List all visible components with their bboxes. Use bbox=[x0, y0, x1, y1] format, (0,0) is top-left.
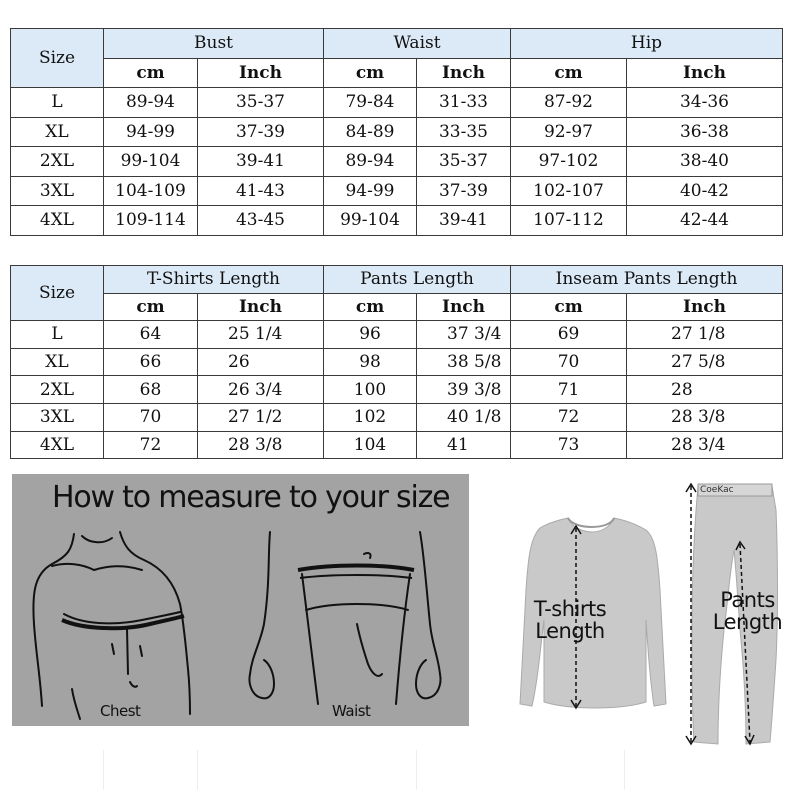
tshirt-inch-cell: 27 1/2 bbox=[198, 403, 324, 431]
pants-inch-cell: 38 5/8 bbox=[417, 348, 511, 376]
unit-cm: cm bbox=[511, 293, 627, 321]
waist-inch-cell: 35-37 bbox=[417, 147, 511, 177]
measure-guide-title: How to measure to your size bbox=[52, 480, 450, 515]
unit-inch: Inch bbox=[198, 58, 324, 88]
bust-cm-cell: 109-114 bbox=[104, 206, 198, 236]
divider bbox=[197, 750, 198, 790]
size-cell: XL bbox=[11, 117, 104, 147]
waist-cm-cell: 89-94 bbox=[324, 147, 417, 177]
pants-cm-cell: 96 bbox=[324, 321, 417, 349]
size-cell: 2XL bbox=[11, 147, 104, 177]
tshirt-inch-cell: 26 bbox=[198, 348, 324, 376]
table-row bbox=[11, 348, 783, 376]
bust-cm-cell: 99-104 bbox=[104, 147, 198, 177]
hip-header: Hip bbox=[511, 29, 783, 59]
size-cell: 4XL bbox=[11, 431, 104, 459]
bust-inch-cell: 35-37 bbox=[198, 88, 324, 118]
waist-inch-cell: 31-33 bbox=[417, 88, 511, 118]
waist-measure-line bbox=[298, 566, 414, 571]
hip-inch-cell: 36-38 bbox=[627, 117, 783, 147]
size-cell: 3XL bbox=[11, 403, 104, 431]
hip-cm-cell: 107-112 bbox=[511, 206, 627, 236]
inseam-inch-cell: 27 1/8 bbox=[627, 321, 783, 349]
bust-inch-cell: 43-45 bbox=[198, 206, 324, 236]
tshirt-length-label bbox=[520, 598, 620, 642]
bust-cm-cell: 89-94 bbox=[104, 88, 198, 118]
inseam-cm-cell: 72 bbox=[511, 403, 627, 431]
table-row bbox=[11, 376, 783, 404]
table-row bbox=[11, 88, 783, 118]
unit-inch: Inch bbox=[627, 293, 783, 321]
hip-inch-cell: 42-44 bbox=[627, 206, 783, 236]
unit-cm: cm bbox=[324, 58, 417, 88]
bust-cm-cell: 104-109 bbox=[104, 176, 198, 206]
bust-header: Bust bbox=[104, 29, 324, 59]
inseam-inch-cell: 28 bbox=[627, 376, 783, 404]
divider bbox=[103, 750, 104, 790]
waist-inch-cell: 39-41 bbox=[417, 206, 511, 236]
waist-cm-cell: 84-89 bbox=[324, 117, 417, 147]
unit-inch: Inch bbox=[198, 293, 324, 321]
inseam-cm-cell: 70 bbox=[511, 348, 627, 376]
table-row bbox=[11, 147, 783, 177]
unit-inch: Inch bbox=[627, 58, 783, 88]
pants-inch-cell: 40 1/8 bbox=[417, 403, 511, 431]
size-column-header: Size bbox=[11, 266, 104, 321]
waist-inch-cell: 33-35 bbox=[417, 117, 511, 147]
hip-cm-cell: 92-97 bbox=[511, 117, 627, 147]
tshirt-cm-cell: 70 bbox=[104, 403, 198, 431]
bust-inch-cell: 37-39 bbox=[198, 117, 324, 147]
inseam-inch-cell: 28 3/8 bbox=[627, 403, 783, 431]
unit-cm: cm bbox=[104, 293, 198, 321]
tshirt-cm-cell: 66 bbox=[104, 348, 198, 376]
inseam-inch-cell: 28 3/4 bbox=[627, 431, 783, 459]
pants-cm-cell: 98 bbox=[324, 348, 417, 376]
bust-cm-cell: 94-99 bbox=[104, 117, 198, 147]
size-cell: L bbox=[11, 88, 104, 118]
pants-cm-cell: 100 bbox=[324, 376, 417, 404]
hip-cm-cell: 97-102 bbox=[511, 147, 627, 177]
table-row bbox=[11, 206, 783, 236]
table-row bbox=[11, 117, 783, 147]
tshirt-cm-cell: 68 bbox=[104, 376, 198, 404]
pants-cm-cell: 102 bbox=[324, 403, 417, 431]
tshirt-cm-cell: 64 bbox=[104, 321, 198, 349]
measure-guide-panel bbox=[12, 474, 469, 726]
table-row bbox=[11, 431, 783, 459]
unit-inch: Inch bbox=[417, 58, 511, 88]
tshirt-length-header: T-Shirts Length bbox=[104, 266, 324, 294]
unit-cm: cm bbox=[104, 58, 198, 88]
divider bbox=[416, 750, 417, 790]
inseam-length-header: Inseam Pants Length bbox=[511, 266, 783, 294]
pants-length-header: Pants Length bbox=[324, 266, 511, 294]
pants-label-line1: Pants bbox=[720, 588, 775, 612]
pants-label-line2: Length bbox=[712, 610, 783, 634]
unit-cm: cm bbox=[324, 293, 417, 321]
inseam-cm-cell: 71 bbox=[511, 376, 627, 404]
pants-length-label bbox=[700, 589, 795, 633]
tshirt-inch-cell: 26 3/4 bbox=[198, 376, 324, 404]
table-row bbox=[11, 321, 783, 349]
inseam-cm-cell: 73 bbox=[511, 431, 627, 459]
chest-label: Chest bbox=[100, 702, 141, 720]
size-cell: 2XL bbox=[11, 376, 104, 404]
hip-cm-cell: 102-107 bbox=[511, 176, 627, 206]
hip-inch-cell: 38-40 bbox=[627, 147, 783, 177]
tshirt-cm-cell: 72 bbox=[104, 431, 198, 459]
waist-inch-cell: 37-39 bbox=[417, 176, 511, 206]
pants-inch-cell: 37 3/4 bbox=[417, 321, 511, 349]
table-row bbox=[11, 403, 783, 431]
pants-cm-cell: 104 bbox=[324, 431, 417, 459]
size-cell: 4XL bbox=[11, 206, 104, 236]
size-column-header: Size bbox=[11, 29, 104, 88]
tshirt-inch-cell: 28 3/8 bbox=[198, 431, 324, 459]
table-row bbox=[11, 176, 783, 206]
waist-cm-cell: 94-99 bbox=[324, 176, 417, 206]
unit-inch: Inch bbox=[417, 293, 511, 321]
size-chart-length bbox=[10, 265, 783, 459]
tshirt-inch-cell: 25 1/4 bbox=[198, 321, 324, 349]
waist-cm-cell: 79-84 bbox=[324, 88, 417, 118]
size-cell: L bbox=[11, 321, 104, 349]
waist-header: Waist bbox=[324, 29, 511, 59]
size-cell: XL bbox=[11, 348, 104, 376]
inseam-cm-cell: 69 bbox=[511, 321, 627, 349]
inseam-inch-cell: 27 5/8 bbox=[627, 348, 783, 376]
divider bbox=[624, 750, 625, 790]
brand-logo: CoeKac bbox=[700, 485, 734, 495]
bust-inch-cell: 41-43 bbox=[198, 176, 324, 206]
waist-label: Waist bbox=[332, 702, 371, 720]
bust-inch-cell: 39-41 bbox=[198, 147, 324, 177]
pants-inch-cell: 39 3/8 bbox=[417, 376, 511, 404]
hip-cm-cell: 87-92 bbox=[511, 88, 627, 118]
pants-inch-cell: 41 bbox=[417, 431, 511, 459]
unit-cm: cm bbox=[511, 58, 627, 88]
hip-inch-cell: 40-42 bbox=[627, 176, 783, 206]
tshirt-label-line2: Length bbox=[535, 619, 605, 643]
size-chart-body bbox=[10, 28, 783, 236]
waist-cm-cell: 99-104 bbox=[324, 206, 417, 236]
size-cell: 3XL bbox=[11, 176, 104, 206]
hip-inch-cell: 34-36 bbox=[627, 88, 783, 118]
tshirt-label-line1: T-shirts bbox=[533, 597, 607, 621]
